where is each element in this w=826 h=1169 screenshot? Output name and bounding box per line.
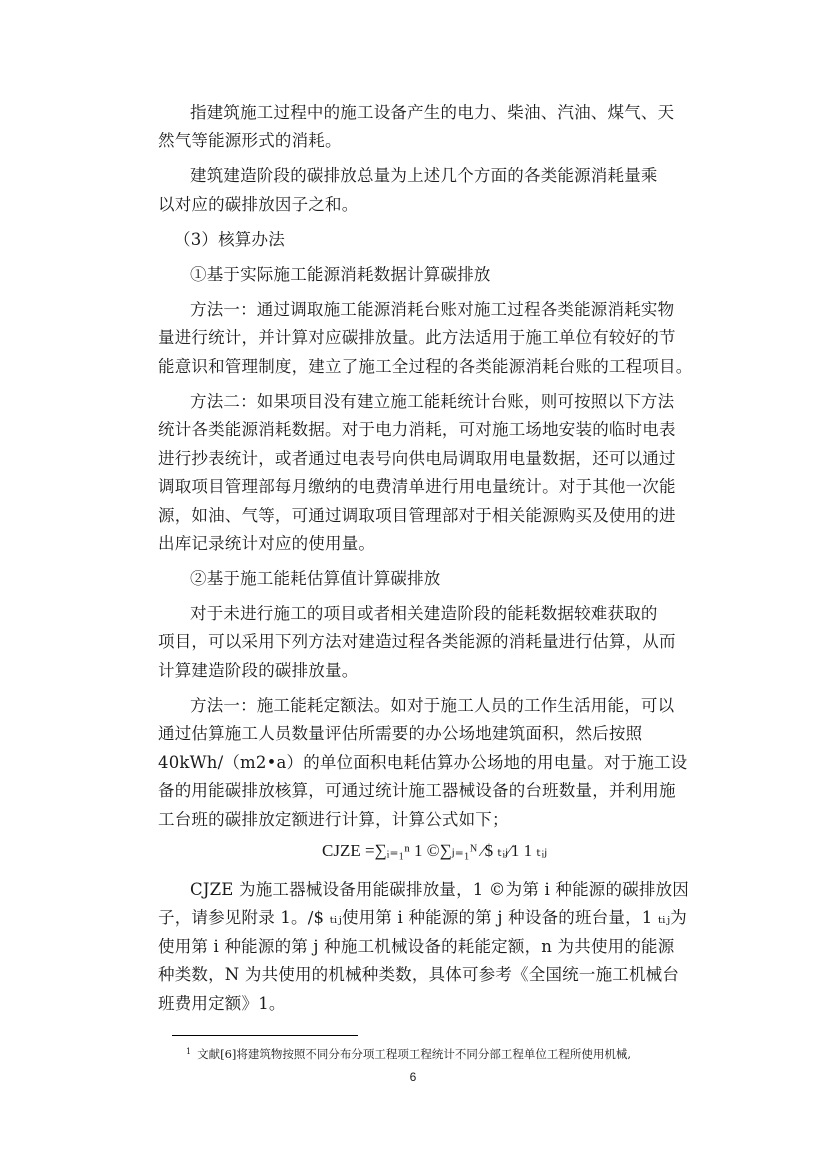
footnote-separator xyxy=(172,1035,358,1036)
body-line: 调取项目管理部每月缴纳的电费清单进行用电量统计。对于其他一次能 xyxy=(158,477,676,496)
footnote-text: 文献[6]将建筑物按照不同分布分项工程项工程统计不同分部工程单位工程所使用机械, xyxy=(197,1047,632,1061)
body-line: 对于未进行施工的项目或者相关建造阶段的能耗数据较难获取的 xyxy=(190,604,658,623)
body-line: 进行抄表统计，或者通过电表号向供电局调取用电量数据，还可以通过 xyxy=(158,449,676,468)
body-line: 能意识和管理制度，建立了施工全过程的各类能源消耗台账的工程项目。 xyxy=(158,357,693,376)
body-line: 使用第 i 种能源的第 j 种施工机械设备的耗能定额，n 为共使用的能源 xyxy=(158,937,675,956)
body-line: 40kWh/（m2•a）的单位面积电耗估算办公场地的用电量。对于施工设 xyxy=(158,753,688,772)
body-line: 量进行统计，并计算对应碳排放量。此方法适用于施工单位有较好的节 xyxy=(158,328,676,347)
body-line: 指建筑施工过程中的施工设备产生的电力、柴油、汽油、煤气、天 xyxy=(190,103,675,122)
body-line: 计算建造阶段的碳排放量。 xyxy=(158,661,359,680)
body-line: 备的用能碳排放核算，可通过统计施工器械设备的台班数量，并利用施 xyxy=(158,781,676,800)
body-line: CJZE 为施工器械设备用能碳排放量，1 ©为第 i 种能源的碳排放因 xyxy=(190,880,690,899)
body-line: 然气等能源形式的消耗。 xyxy=(158,131,342,150)
body-line: 出库记录统计对应的使用量。 xyxy=(158,534,376,553)
body-line: 统计各类能源消耗数据。对于电力消耗，可对施工场地安装的临时电表 xyxy=(158,420,676,439)
subsection-heading: ②基于施工能耗估算值计算碳排放 xyxy=(190,569,441,588)
subsection-heading: ①基于实际施工能源消耗数据计算碳排放 xyxy=(190,265,491,284)
body-line: 以对应的碳排放因子之和。 xyxy=(158,195,359,214)
body-line: 方法一：施工能耗定额法。如对于施工人员的工作生活用能，可以 xyxy=(190,696,675,715)
carbon-emission-formula: CJZE =∑ᵢ₌₁ⁿ 1 ©∑ⱼ₌₁ᴺ ∕$ ₜᵢⱼ∕1 1 ₜᵢⱼ xyxy=(322,841,548,860)
section-heading: （3）核算办法 xyxy=(174,230,285,249)
body-line: 工台班的碳排放定额进行计算，计算公式如下； xyxy=(158,810,509,829)
body-line: 子，请参见附录 1。∕$ ₜᵢⱼ使用第 i 种能源的第 j 种设备的班台量，1 ₜᵢⱼ为 xyxy=(158,908,687,927)
body-line: 通过估算施工人员数量评估所需要的办公场地建筑面积，然后按照 xyxy=(158,724,643,743)
footnote-marker: 1 xyxy=(186,1047,192,1056)
body-line: 建筑建造阶段的碳排放总量为上述几个方面的各类能源消耗量乘 xyxy=(190,166,658,185)
body-line: 班费用定额》1。 xyxy=(158,994,286,1013)
body-line: 种类数，N 为共使用的机械种类数，具体可参考《全国统一施工机械台 xyxy=(158,965,680,984)
body-line: 方法二：如果项目没有建立施工能耗统计台账，则可按照以下方法 xyxy=(190,392,675,411)
body-line: 源，如油、气等，可通过调取项目管理部对于相关能源购买及使用的进 xyxy=(158,506,676,525)
body-line: 方法一：通过调取施工能源消耗台账对施工过程各类能源消耗实物 xyxy=(190,300,675,319)
footnote xyxy=(186,1044,631,1062)
page-number: 6 xyxy=(409,1070,417,1084)
body-line: 项目，可以采用下列方法对建造过程各类能源的消耗量进行估算，从而 xyxy=(158,632,676,651)
